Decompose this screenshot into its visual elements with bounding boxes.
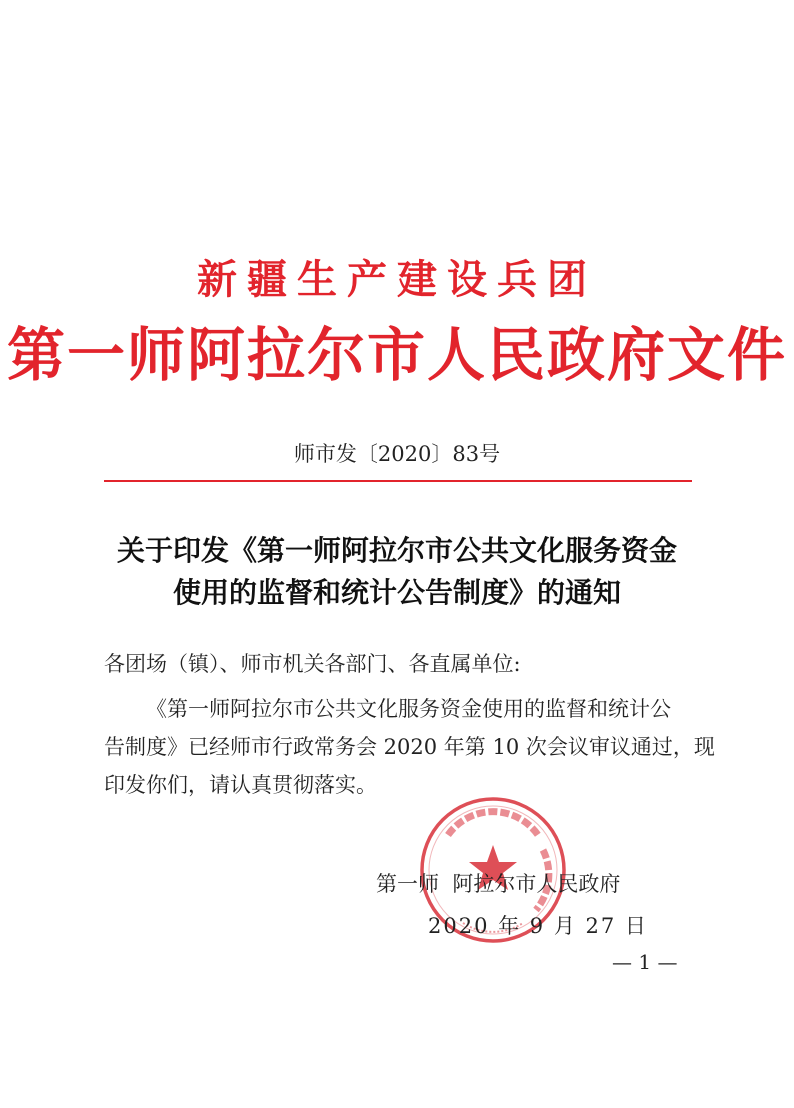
body-line2: 告制度》已经师市行政常务会 2020 年第 10 次会议审议通过，现 <box>104 735 715 759</box>
page-number: — 1 — <box>612 950 678 974</box>
body-paragraph <box>104 690 715 804</box>
document-number: 师市发〔2020〕83号 <box>293 442 501 466</box>
notice-title-line2: 使用的监督和统计公告制度》的通知 <box>172 576 621 609</box>
header-document-title: 第一师阿拉尔市人民政府文件 <box>6 321 787 389</box>
issuer-name: 第一师 阿拉尔市人民政府 <box>376 872 621 896</box>
header-organization: 新疆生产建设兵团 <box>197 257 597 303</box>
body-line3: 印发你们，请认真贯彻落实。 <box>104 773 377 797</box>
notice-title-line1: 关于印发《第一师阿拉尔市公共文化服务资金 <box>116 534 677 567</box>
recipients: 各团场（镇）、师市机关各部门、各直属单位: <box>104 652 521 676</box>
body-line1: 《第一师阿拉尔市公共文化服务资金使用的监督和统计公 <box>146 697 671 721</box>
red-divider <box>104 480 692 482</box>
notice-title <box>0 530 794 614</box>
issue-date: 2020 年 9 月 27 日 <box>428 914 648 938</box>
